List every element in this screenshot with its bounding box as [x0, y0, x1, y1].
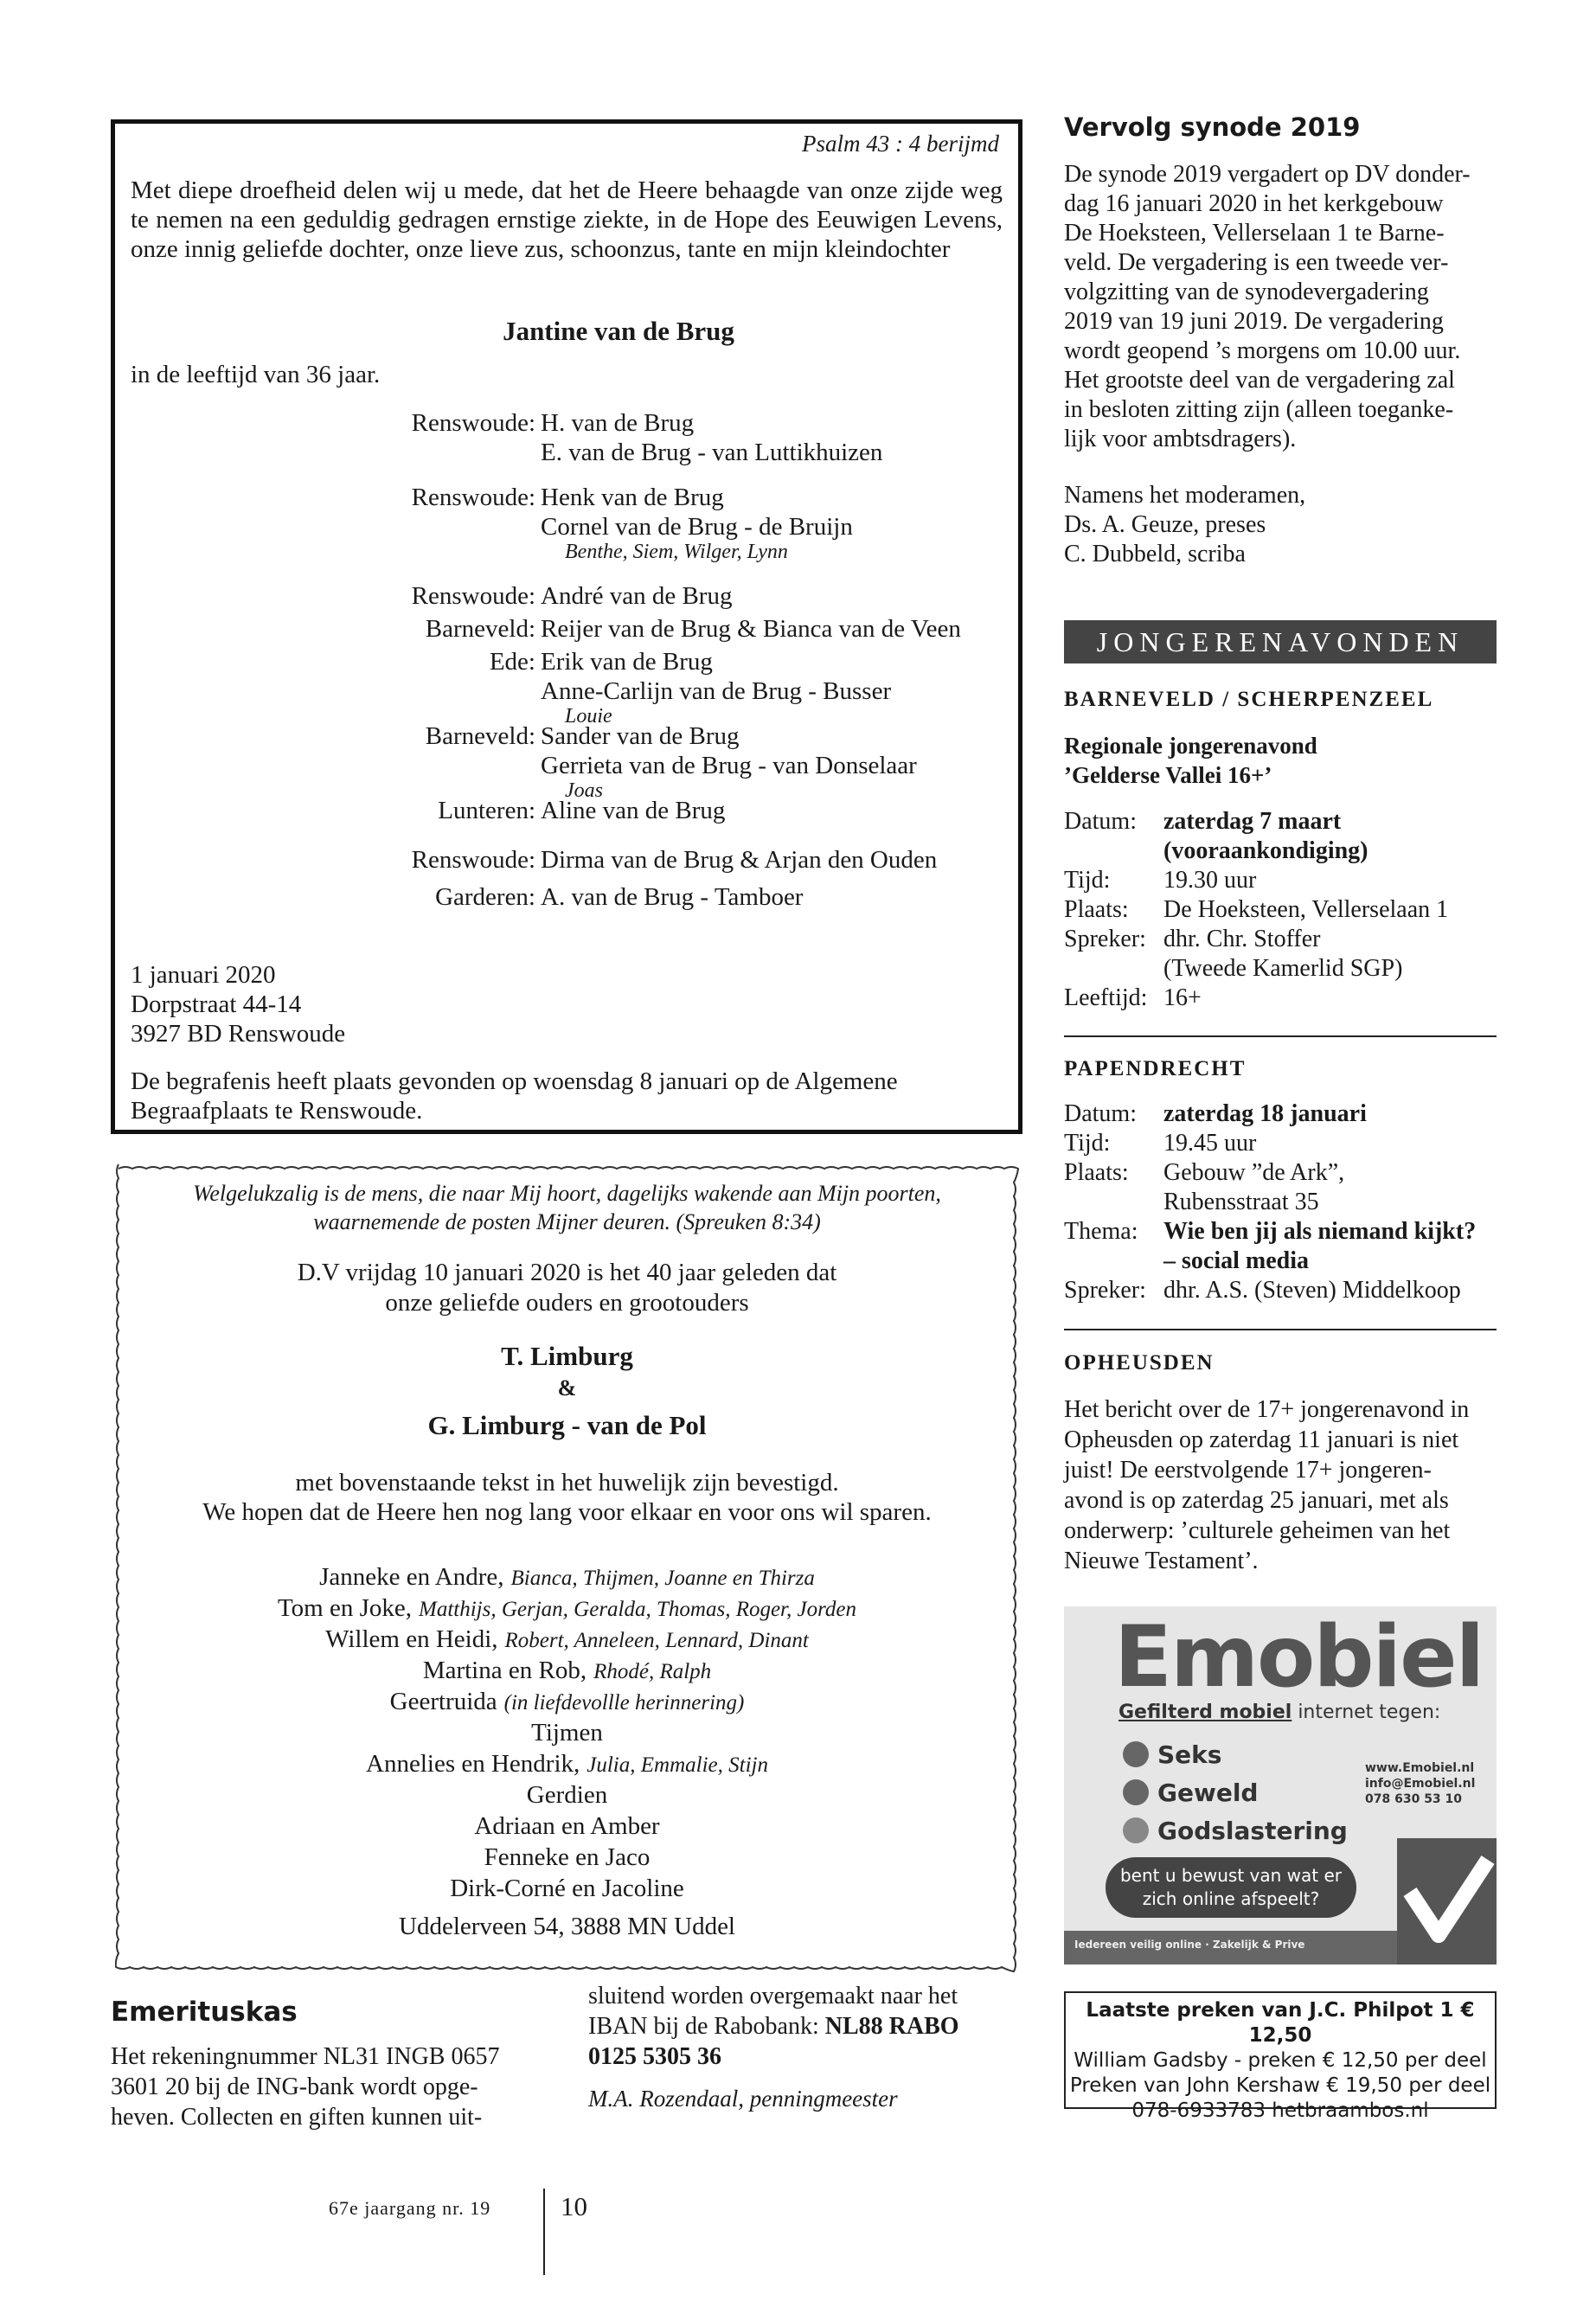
synode-signature [1064, 481, 1497, 569]
family-member: Reijer van de Brug & Bianca van de Veen [541, 615, 961, 643]
couple-name-1: T. Limburg [501, 1341, 633, 1371]
divider [1064, 1329, 1497, 1330]
family-names: Martina en Rob, [422, 1657, 587, 1684]
barneveld-datum-note: (vooraankondiging) [1163, 837, 1368, 864]
signature-line: C. Dubbeld, scriba [1064, 541, 1246, 567]
ad2-line: 078-6933783 hetbraambos.nl [1131, 2099, 1429, 2122]
ad2-line: Laatste preken van J.C. Philpot 1 € 12,50 [1086, 1999, 1475, 2047]
deceased-name: Jantine van de Brug [503, 316, 734, 346]
shield-icon [1123, 1817, 1149, 1843]
obituary-intro: Met diepe droefheid delen wij u mede, dat het de Heere behaagde van onze zijde weg te nemen na een geduldig gedragen ernstige ziekte, in de Hope des Eeuwigen Levens, onze innig geliefde dochter, onze lieve zus, schoonzus, tante en mijn kleindochter [131, 176, 1003, 263]
label: Datum: [1064, 1100, 1137, 1127]
family-names: Geertruida [389, 1688, 497, 1715]
obituary-box [111, 119, 1022, 1134]
text-line-1: met bovenstaande tekst in het huwelijk zijn bevestigd. [295, 1469, 839, 1497]
label: Plaats: [1064, 1159, 1129, 1186]
treasurer-signature: M.A. Rozendaal, penningmeester [588, 2086, 898, 2112]
ad-mail: info@Emobiel.nl [1365, 1777, 1476, 1791]
family-place: Renswoude: [411, 582, 535, 610]
family-names: Tom en Joke, [277, 1594, 413, 1622]
label: Tijd: [1064, 867, 1111, 894]
emerituskas-col2 [588, 1981, 1021, 2114]
opheusden-line: juist! De eerstvolgende 17+ jongeren- [1064, 1457, 1432, 1484]
label: Spreker: [1064, 1277, 1146, 1304]
ad-phone: 078 630 53 10 [1365, 1792, 1463, 1806]
papendrecht-thema-2: – social media [1163, 1247, 1309, 1274]
family-place: Renswoude: [411, 484, 535, 511]
synode-line: volgzitting van de synodevergadering [1064, 279, 1429, 305]
papendrecht-tijd: 19.45 uur [1163, 1130, 1257, 1157]
family-names: Willem en Heidi, [325, 1625, 498, 1653]
synode-line: De Hoeksteen, Vellerselaan 1 te Barne- [1064, 220, 1445, 247]
verse-line-2: waarnemende de posten Mijner deuren. (Spreuken 8:34) [313, 1209, 821, 1234]
barneveld-tijd: 19.30 uur [1163, 867, 1257, 894]
iban-part-2: 0125 5305 36 [588, 2043, 721, 2070]
volume-number: 67e jaargang nr. 19 [329, 2197, 491, 2219]
opheusden-line: Het bericht over de 17+ jongerenavond in [1064, 1396, 1470, 1423]
synode-body [1064, 160, 1497, 454]
family-names: Fenneke en Jaco [484, 1843, 651, 1871]
family-member: Cornel van de Brug - de Bruijn [541, 513, 853, 541]
family-member: Gerrieta van de Brug - van Donselaar [541, 752, 917, 779]
ad-footer: Iedereen veilig online · Zakelijk & Prive [1074, 1939, 1305, 1951]
family-member: Sander van de Brug [541, 722, 740, 750]
family-names: Adriaan en Amber [474, 1812, 660, 1840]
ampersand: & [557, 1375, 577, 1400]
barneveld-sub-1: Regionale jongerenavond [1064, 733, 1317, 759]
emerituskas-line: IBAN bij de Rabobank: [588, 2013, 819, 2040]
family-children: Benthe, Siem, Wilger, Lynn [565, 541, 788, 563]
papendrecht-plaats: Gebouw ”de Ark”, [1163, 1159, 1345, 1186]
family-place: Ede: [489, 648, 535, 676]
obituary-city: 3927 BD Renswoude [131, 1020, 346, 1048]
family-kids: Robert, Anneleen, Lennard, Dinant [504, 1629, 809, 1652]
obituary-street: Dorpstraat 44-14 [131, 990, 302, 1018]
family-member: H. van de Brug [541, 409, 695, 437]
shield-icon [1123, 1779, 1149, 1805]
papendrecht-thema: Wie ben jij als niemand kijkt? [1163, 1218, 1477, 1245]
family-place: Lunteren: [438, 797, 535, 824]
synode-line: Het grootste deel van de vergadering zal [1064, 367, 1455, 394]
barneveld-spreker-note: (Tweede Kamerlid SGP) [1163, 955, 1403, 982]
synode-line: lijk voor ambtsdragers). [1064, 426, 1297, 452]
barneveld-leeftijd: 16+ [1163, 984, 1202, 1011]
braambos-advertisement [1064, 1991, 1497, 2122]
ad-bubble-line: bent u bewust van wat er [1119, 1865, 1343, 1886]
family-member: Dirma van de Brug & Arjan den Ouden [541, 846, 938, 874]
label: Thema: [1064, 1218, 1138, 1245]
family-line [115, 1657, 1019, 1685]
opheusden-line: onderwerp: ’culturele geheimen van het [1064, 1517, 1451, 1544]
papendrecht-plaats-2: Rubensstraat 35 [1163, 1189, 1319, 1215]
family-kids: Bianca, Thijmen, Joanne en Thirza [510, 1567, 815, 1590]
iban-part-1: NL88 RABO [824, 2013, 959, 2040]
family-line [115, 1688, 1019, 1716]
opheusden-line: avond is op zaterdag 25 januari, met als [1064, 1487, 1449, 1514]
family-place: Barneveld: [425, 722, 535, 750]
papendrecht-spreker: dhr. A.S. (Steven) Middelkoop [1163, 1277, 1461, 1304]
barneveld-spreker: dhr. Chr. Stoffer [1163, 926, 1321, 952]
anniversary-box [115, 1163, 1019, 1972]
footer-divider [543, 2189, 545, 2275]
synode-line: in besloten zitting zijn (alleen toeganke- [1064, 396, 1454, 423]
family-children: Joas [565, 779, 603, 802]
label: Leeftijd: [1064, 984, 1148, 1011]
family-place: Garderen: [435, 883, 535, 911]
ad2-line: William Gadsby - preken € 12,50 per deel [1074, 2049, 1487, 2072]
emerituskas-col1 [111, 2041, 543, 2132]
family-kids: (in liefdevollle herinnering) [503, 1691, 745, 1715]
synode-line: dag 16 januari 2020 in het kerkgebouw [1064, 190, 1444, 217]
family-place: Barneveld: [425, 615, 535, 643]
ad-item: Geweld [1157, 1779, 1259, 1807]
psalm-reference: Psalm 43 : 4 berijmd [802, 131, 999, 157]
label: Datum: [1064, 808, 1137, 835]
family-line [115, 1843, 1019, 1872]
opheusden-line: Nieuwe Testament’. [1064, 1548, 1259, 1574]
emerituskas-line: heven. Collecten en giften kunnen uit- [111, 2104, 483, 2131]
family-line [115, 1750, 1019, 1779]
family-place: Renswoude: [411, 409, 535, 437]
synode-title: Vervolg synode 2019 [1064, 112, 1361, 142]
papendrecht-datum: zaterdag 18 januari [1163, 1100, 1367, 1127]
family-line [115, 1875, 1019, 1903]
emerituskas-title: Emerituskas [111, 1997, 298, 2028]
synode-line: wordt geopend ’s morgens om 10.00 uur. [1064, 337, 1461, 364]
synode-line: veld. De vergadering is een tweede ver- [1064, 249, 1449, 276]
ad-brand: Emobiel [1114, 1608, 1484, 1707]
obituary-date: 1 januari 2020 [131, 961, 276, 989]
papendrecht-heading: PAPENDRECHT [1064, 1057, 1247, 1080]
announce-line-1: D.V vrijdag 10 januari 2020 is het 40 jaar geleden dat [297, 1259, 837, 1286]
ad-tag-rest: internet tegen: [1298, 1702, 1441, 1723]
family-member: E. van de Brug - van Luttikhuizen [541, 439, 883, 466]
family-names: Gerdien [526, 1781, 608, 1809]
jongeren-banner: JONGERENAVONDEN [1064, 620, 1497, 663]
ad-bubble [1106, 1857, 1356, 1918]
ad-tag-bold: Gefilterd mobiel [1118, 1702, 1292, 1723]
ad-bubble-line: zich online afspeelt? [1142, 1888, 1320, 1909]
ad-web: www.Emobiel.nl [1365, 1761, 1475, 1775]
ad-item: Godslastering [1157, 1817, 1348, 1845]
emerituskas-line: sluitend worden overgemaakt naar het [588, 1983, 958, 2009]
text-line-2: We hopen dat de Heere hen nog lang voor elkaar en voor ons wil sparen. [202, 1498, 932, 1526]
ad-item: Seks [1157, 1740, 1222, 1769]
signature-line: Namens het moderamen, [1064, 482, 1306, 509]
label: Tijd: [1064, 1130, 1111, 1157]
ad-tagline [1118, 1702, 1440, 1723]
family-names: Janneke en Andre, [319, 1563, 504, 1591]
family-line [115, 1625, 1019, 1654]
family-names: Dirk-Corné en Jacoline [450, 1875, 684, 1902]
family-line [115, 1594, 1019, 1623]
family-member: Anne-Carlijn van de Brug - Busser [541, 677, 892, 705]
barneveld-plaats: De Hoeksteen, Vellerselaan 1 [1163, 896, 1449, 923]
emobiel-advertisement[interactable] [1064, 1606, 1497, 1965]
funeral-notice: De begrafenis heeft plaats gevonden op woensdag 8 januari op de Algemene Begraafplaats te Renswoude. [131, 1067, 898, 1125]
emerituskas-line: 3601 20 bij de ING-bank wordt opge- [111, 2073, 478, 2100]
family-line [115, 1719, 1019, 1747]
barneveld-sub-2: ’Gelderse Vallei 16+’ [1064, 762, 1272, 788]
synode-line: De synode 2019 vergadert op DV donder- [1064, 161, 1471, 188]
opheusden-line: Opheusden op zaterdag 11 januari is niet [1064, 1426, 1459, 1453]
announce-line-2: onze geliefde ouders en grootouders [385, 1289, 749, 1317]
family-member: André van de Brug [541, 582, 733, 610]
divider [1064, 1035, 1497, 1037]
shield-icon [1123, 1741, 1149, 1767]
couple-name-2: G. Limburg - van de Pol [427, 1410, 707, 1440]
barneveld-heading: BARNEVELD / SCHERPENZEEL [1064, 688, 1434, 711]
ad2-line: Preken van John Kershaw € 19,50 per deel [1069, 2074, 1491, 2097]
label: Spreker: [1064, 926, 1146, 952]
page-number: 10 [561, 2191, 587, 2221]
family-place: Renswoude: [411, 846, 535, 874]
family-member: Erik van de Brug [541, 648, 713, 676]
opheusden-heading: OPHEUSDEN [1064, 1351, 1215, 1375]
label: Plaats: [1064, 896, 1129, 923]
signature-line: Ds. A. Geuze, preses [1064, 511, 1266, 538]
family-kids: Matthijs, Gerjan, Geralda, Thomas, Roger, Jorden [419, 1598, 857, 1621]
family-member: A. van de Brug - Tamboer [541, 883, 804, 911]
age-line: in de leeftijd van 36 jaar. [131, 361, 381, 388]
family-line [115, 1781, 1019, 1810]
obituary-address [131, 960, 345, 1048]
anniversary-address: Uddelerveen 54, 3888 MN Uddel [399, 1913, 735, 1940]
synode-line: 2019 van 19 juni 2019. De vergadering [1064, 308, 1444, 335]
family-line [115, 1563, 1019, 1592]
family-member: Aline van de Brug [541, 797, 726, 824]
family-names: Annelies en Hendrik, [366, 1750, 580, 1778]
family-member: Henk van de Brug [541, 484, 724, 511]
family-names: Tijmen [531, 1719, 603, 1747]
family-kids: Julia, Emmalie, Stijn [586, 1753, 768, 1777]
emerituskas-line: Het rekeningnummer NL31 INGB 0657 [111, 2043, 500, 2070]
ad-items [1123, 1736, 1348, 1850]
family-line [115, 1812, 1019, 1841]
opheusden-body [1064, 1394, 1497, 1576]
family-children: Louie [565, 705, 612, 727]
ad-contact [1365, 1760, 1475, 1807]
verse-line-1: Welgelukzalig is de mens, die naar Mij hoort, dagelijks wakende aan Mijn poorten, [193, 1181, 941, 1206]
family-kids: Rhodé, Ralph [593, 1660, 712, 1683]
barneveld-datum: zaterdag 7 maart [1163, 808, 1342, 835]
checkmark-icon [1397, 1838, 1497, 1965]
